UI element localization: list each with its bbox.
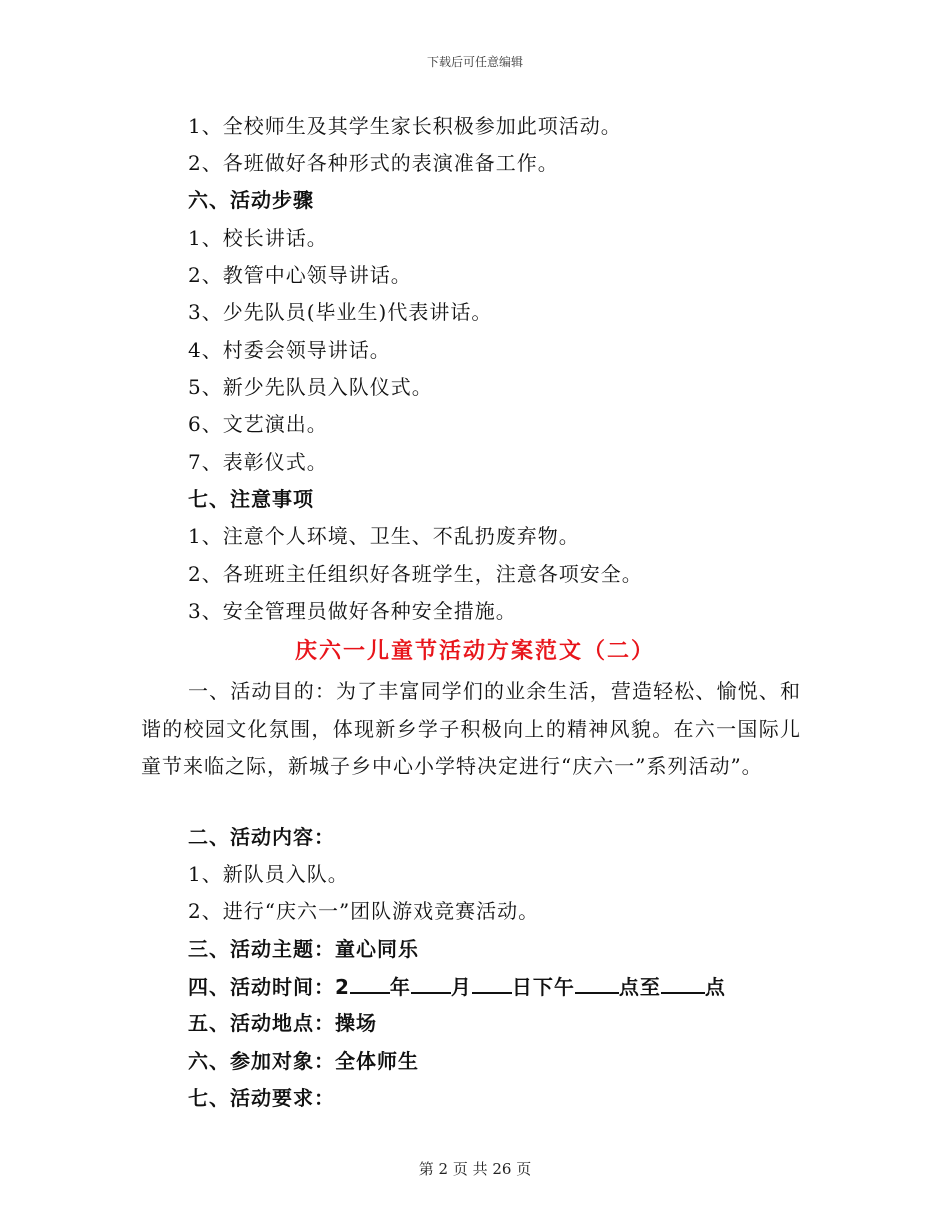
- note-item: 1、注意个人环境、卫生、不乱扔废弃物。: [188, 524, 580, 548]
- month-blank: [411, 974, 451, 994]
- step-item: 1、校长讲话。: [188, 226, 328, 250]
- note-item: 2、各班班主任组织好各班学生，注意各项安全。: [188, 562, 643, 586]
- requirements-line: 七、活动要求：: [188, 1086, 335, 1110]
- step-item: 4、村委会领导讲话。: [188, 338, 391, 362]
- heading-notes: 七、注意事项: [188, 487, 314, 511]
- theme-line: 三、活动主题：童心同乐: [188, 937, 419, 961]
- time-to: 点至: [618, 975, 661, 999]
- heading-content: 二、活动内容：: [188, 825, 335, 849]
- time-year: 年: [389, 975, 411, 999]
- step-item: 2、教管中心领导讲话。: [188, 263, 412, 287]
- step-item: 3、少先队员(毕业生)代表讲话。: [188, 300, 493, 324]
- page-footer: 第 2 页 共 26 页: [418, 1160, 532, 1178]
- content-item: 1、新队员入队。: [188, 862, 349, 886]
- time-day: 日下午: [511, 975, 575, 999]
- step-item: 5、新少先队员入队仪式。: [188, 375, 433, 399]
- content-item: 2、进行“庆六一”团队游戏竞赛活动。: [188, 899, 540, 923]
- step-item: 7、表彰仪式。: [188, 450, 328, 474]
- time-label: 四、活动时间：2: [188, 975, 350, 999]
- step-item: 6、文艺演出。: [188, 412, 328, 436]
- page-header: 下载后可任意编辑: [426, 55, 523, 69]
- participants-line: 六、参加对象：全体师生: [188, 1049, 419, 1073]
- heading-activity-steps: 六、活动步骤: [188, 188, 314, 212]
- year-blank: [350, 974, 390, 994]
- end-hour-blank: [661, 974, 705, 994]
- purpose-paragraph: 一、活动目的：为了丰富同学们的业余生活，营造轻松、愉悦、和谐的校园文化氛围，体现新乡学子积极向上的精神风貌。在六一国际儿童节来临之际，新城子乡中心小学特决定进行“庆六一”系列活动”。: [141, 679, 801, 778]
- note-item: 3、安全管理员做好各种安全措施。: [188, 599, 517, 623]
- location-line: 五、活动地点：操场: [188, 1011, 377, 1035]
- time-end: 点: [704, 975, 726, 999]
- time-line: [188, 974, 726, 999]
- item-participation: 1、全校师生及其学生家长积极参加此项活动。: [188, 114, 622, 138]
- day-blank: [472, 974, 512, 994]
- start-hour-blank: [575, 974, 619, 994]
- section-title: 庆六一儿童节活动方案范文（二）: [294, 639, 655, 664]
- item-preparation: 2、各班做好各种形式的表演准备工作。: [188, 151, 559, 175]
- time-month: 月: [450, 975, 472, 999]
